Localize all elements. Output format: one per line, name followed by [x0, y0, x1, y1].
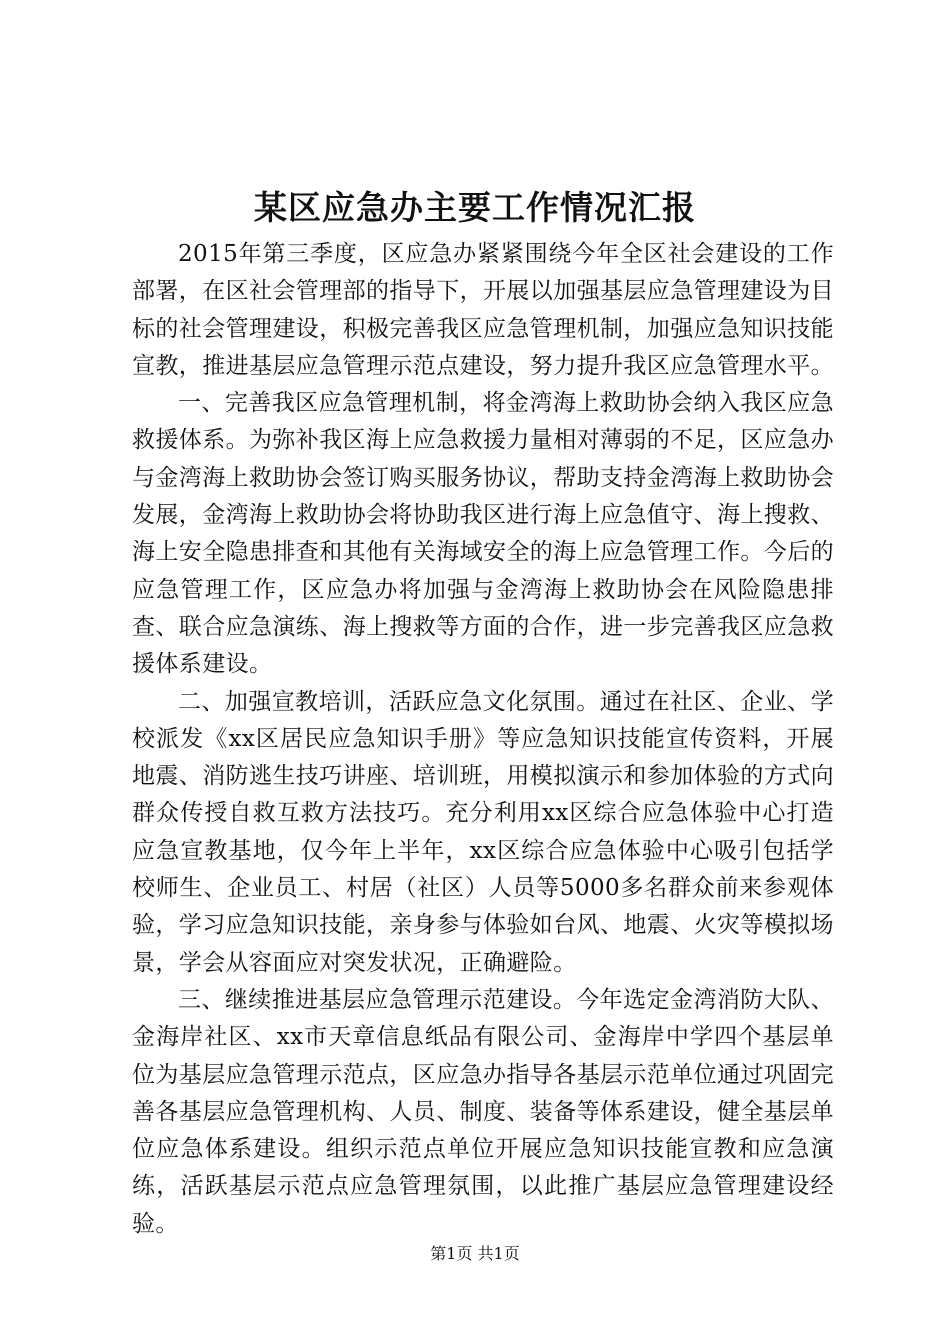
paragraph-section-1: 一、完善我区应急管理机制，将金湾海上救助协会纳入我区应急救援体系。为弥补我区海上应急救援力量相对薄弱的不足，区应急办与金湾海上救助协会签订购买服务协议，帮助支持金湾海上救助协会发展，金湾海上救助协会将协助我区进行海上应急值守、海上搜救、海上安全隐患排查和其他有关海域安全的海上应急管理工作。今后的应急管理工作，区应急办将加强与金湾海上救助协会在风险隐患排查、联合应急演练、海上搜救等方面的合作，进一步完善我区应急救援体系建设。 [132, 390, 834, 678]
paragraph-section-2: 二、加强宣教培训，活跃应急文化氛围。通过在社区、企业、学校派发《xx区居民应急知识手册》等应急知识技能宣传资料，开展地震、消防逃生技巧讲座、培训班，用模拟演示和参加体验的方式向群众传授自救互救方法技巧。充分利用xx区综合应急体验中心打造应急宣教基地，仅今年上半年，xx区综合应急体验中心吸引包括学校师生、企业员工、村居（社区）人员等5000多名群众前来参观体验，学习应急知识技能，亲身参与体验如台风、地震、火灾等模拟场景，学会从容面应对突发状况，正确避险。 [132, 688, 834, 976]
paragraph-section-3: 三、继续推进基层应急管理示范建设。今年选定金湾消防大队、金海岸社区、xx市天章信息纸品有限公司、金海岸中学四个基层单位为基层应急管理示范点，区应急办指导各基层示范单位通过巩固完善各基层应急管理机构、人员、制度、装备等体系建设，健全基层单位应急体系建设。组织示范点单位开展应急知识技能宣教和应急演练，活跃基层示范点应急管理氛围，以此推广基层应急管理建设经验。 [132, 986, 834, 1237]
paragraph-intro: 2015年第三季度，区应急办紧紧围绕今年全区社会建设的工作部署，在区社会管理部的指导下，开展以加强基层应急管理建设为目标的社会管理建设，积极完善我区应急管理机制，加强应急知识技能宣教，推进基层应急管理示范点建设，努力提升我区应急管理水平。 [132, 241, 834, 379]
document-body [132, 236, 834, 1243]
document-title: 某区应急办主要工作情况汇报 [254, 188, 696, 227]
page-footer: 第1页 共1页 [430, 1244, 520, 1263]
